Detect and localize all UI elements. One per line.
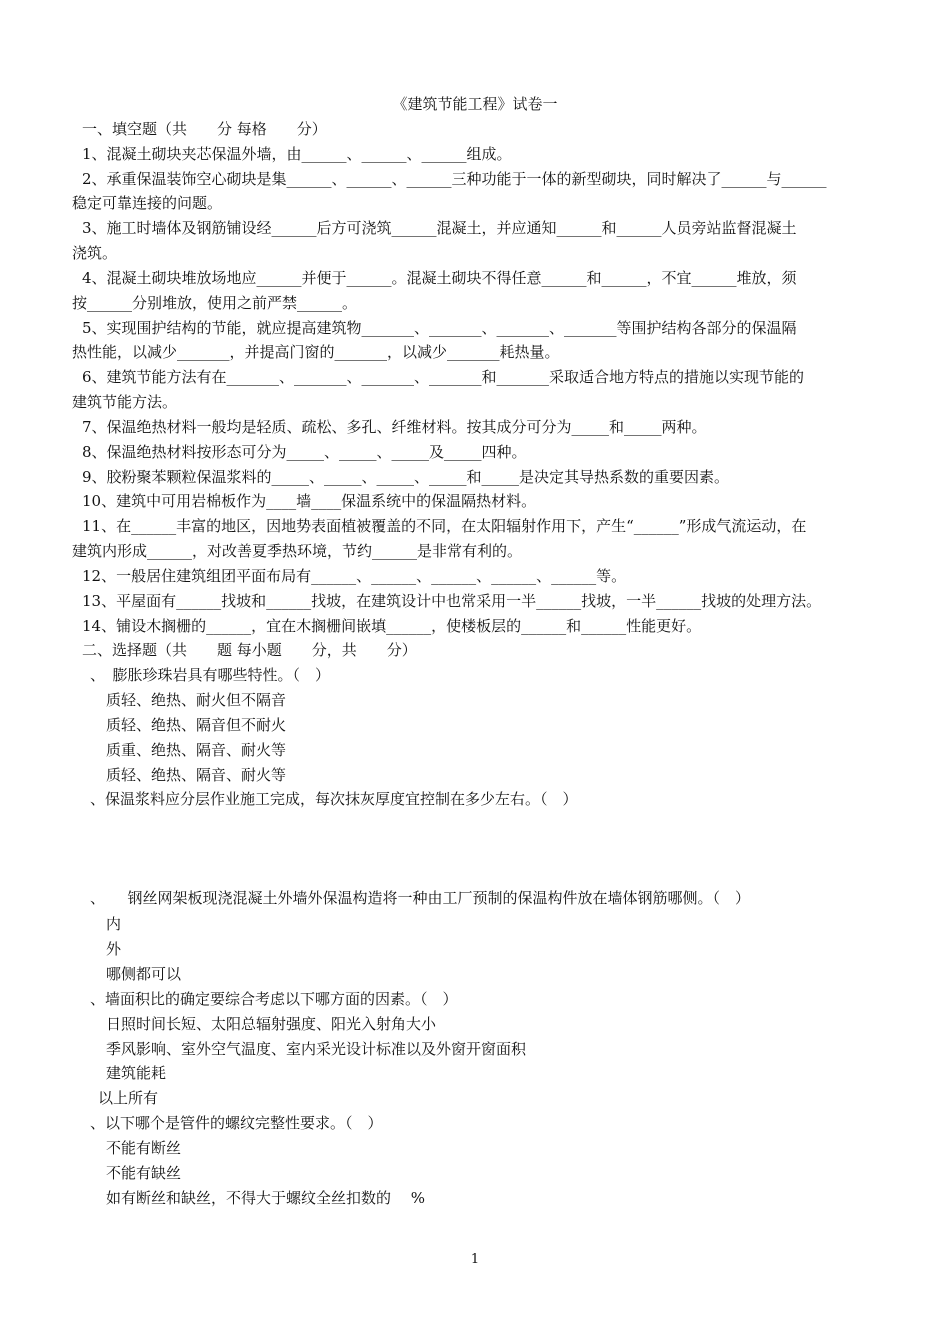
question-option: 质轻、绝热、隔音但不耐火 <box>106 716 287 734</box>
question-option: 质轻、绝热、隔音、耐火等 <box>106 766 287 784</box>
question-stem: 、保温浆料应分层作业施工完成，每次抹灰厚度宜控制在多少左右。（ ） <box>90 790 578 808</box>
fill-line: 9、胶粉聚苯颗粒保温浆料的_____、_____、_____、_____和_____是决定其导热系数的重要因素。 <box>82 468 730 486</box>
fill-line: 4、混凝土砌块堆放场地应______并便于______。混凝土砌块不得任意______和______，不宜______堆放，须 <box>82 269 797 287</box>
fill-line: 5、实现围护结构的节能，就应提高建筑物_______、_______、_______、_______等围护结构各部分的保温隔 <box>82 319 797 337</box>
question-option: 如有断丝和缺丝，不得大于螺纹全丝扣数的 % <box>106 1189 426 1207</box>
fill-line: 3、施工时墙体及钢筋铺设经______后方可浇筑______混凝土，并应通知______和______人员旁站监督混凝土 <box>82 219 797 237</box>
fill-line: 稳定可靠连接的问题。 <box>72 194 223 212</box>
question-option: 外 <box>106 940 122 958</box>
section2-heading: 二、选择题（共 题 每小题 分，共 分） <box>82 641 417 659</box>
question-option: 质轻、绝热、耐火但不隔音 <box>106 691 287 709</box>
fill-line: 12、一般居住建筑组团平面布局有______、______、______、______、______等。 <box>82 567 627 585</box>
question-stem: 、墙面积比的确定要综合考虑以下哪方面的因素。（ ） <box>90 990 458 1008</box>
question-stem: 、 膨胀珍珠岩具有哪些特性。（ ） <box>90 666 331 684</box>
fill-line: 按______分别堆放，使用之前严禁______。 <box>72 294 358 312</box>
fill-line: 1、混凝土砌块夹芯保温外墙，由______、______、______组成。 <box>82 145 512 163</box>
fill-line: 热性能，以减少_______，并提高门窗的_______，以减少_______耗热量。 <box>72 343 560 361</box>
question-stem: 、以下哪个是管件的螺纹完整性要求。（ ） <box>90 1114 383 1132</box>
question-option: 以上所有 <box>98 1089 159 1107</box>
question-option: 日照时间长短、太阳总辐射强度、阳光入射角大小 <box>106 1015 437 1033</box>
question-option: 不能有断丝 <box>106 1139 182 1157</box>
fill-line: 建筑内形成______，对改善夏季热环境，节约______是非常有利的。 <box>72 542 523 560</box>
fill-line: 10、建筑中可用岩棉板作为____墙____保温系统中的保温隔热材料。 <box>82 492 537 510</box>
fill-line: 11、在______丰富的地区，因地势表面植被覆盖的不同，在太阳辐射作用下，产生“______”形成气流运动，在 <box>82 517 807 535</box>
exam-title: 《建筑节能工程》试卷一 <box>392 95 558 113</box>
fill-line: 浇筑。 <box>72 244 118 262</box>
question-option: 哪侧都可以 <box>106 965 182 983</box>
fill-line: 建筑节能方法。 <box>72 393 178 411</box>
fill-line: 7、保温绝热材料一般均是轻质、疏松、多孔、纤维材料。按其成分可分为_____和_____两种。 <box>82 418 707 436</box>
question-option: 内 <box>106 915 122 933</box>
fill-line: 13、平屋面有______找坡和______找坡，在建筑设计中也常采用一半______找坡，一半______找坡的处理方法。 <box>82 592 822 610</box>
fill-line: 8、保温绝热材料按形态可分为_____、_____、_____及_____四种。 <box>82 443 527 461</box>
question-option: 建筑能耗 <box>106 1064 167 1082</box>
fill-line: 6、建筑节能方法有在_______、_______、_______、_______和_______采取适合地方特点的措施以实现节能的 <box>82 368 805 386</box>
page-number: 1 <box>470 1252 480 1267</box>
fill-line: 2、承重保温装饰空心砌块是集______、______、______三种功能于一体的新型砌块，同时解决了______与______ <box>82 170 827 188</box>
question-option: 不能有缺丝 <box>106 1164 182 1182</box>
question-option: 季风影响、室外空气温度、室内采光设计标准以及外窗开窗面积 <box>106 1040 527 1058</box>
section1-heading: 一、填空题（共 分 每格 分） <box>82 120 327 138</box>
question-option: 质重、绝热、隔音、耐火等 <box>106 741 287 759</box>
fill-line: 14、铺设木搁栅的______，宜在木搁栅间嵌填______，使楼板层的______和______性能更好。 <box>82 617 702 635</box>
question-stem: 、 钢丝网架板现浇混凝土外墙外保温构造将一种由工厂预制的保温构件放在墙体钢筋哪侧。（ ） <box>90 889 751 907</box>
